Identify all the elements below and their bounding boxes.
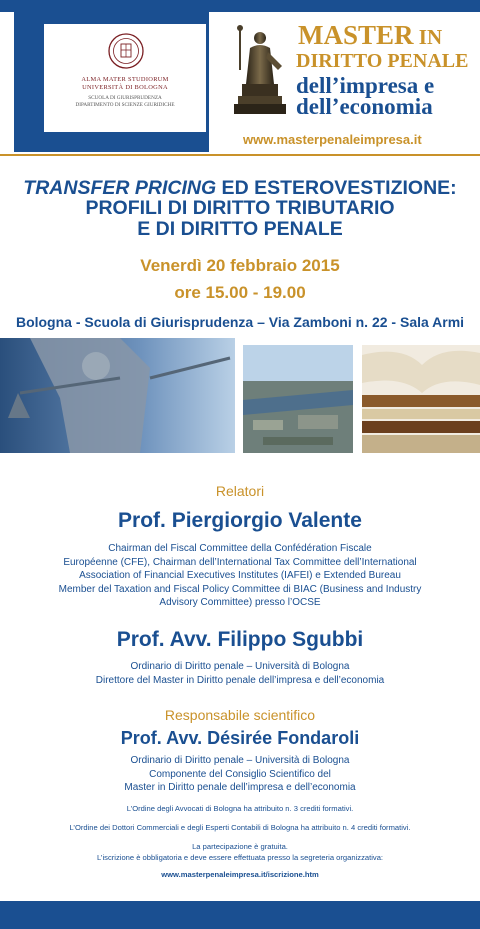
university-logo (44, 24, 206, 132)
justice-statue-icon (228, 22, 288, 118)
speakers-heading: Relatori (215, 483, 265, 499)
harbor-city-photo (243, 345, 353, 453)
event-date: Venerdì 20 febbraio 2015 (140, 256, 340, 275)
note-registration: L’iscrizione è obbligatoria e deve essere effettuata presso la segreteria organizzativa: (96, 853, 384, 862)
master-title-line1: MASTER IN (298, 20, 443, 50)
speaker-2-bio: Ordinario di Diritto penale – Università di Bologna Direttore del Master in Diritto penale dell’impresa e dell’economia (95, 661, 385, 686)
speaker-1-bio: Chairman del Fiscal Committee della Confédération Fiscale Européenne (CFE), Chairman dell’International Tax Committee dell’International Association of Financial Executives Institutes (IAFEI) e Extended Bureau Member del Taxation and Fiscal Policy Committee di BIAC (Business and Industry Advisory Committee) presso l’OCSE (58, 543, 422, 608)
note-accountants-credits: L’Ordine dei Dottori Commerciali e degli Esperti Contabili di Bologna ha attribuito n. 4 crediti formativi. (69, 823, 411, 832)
master-title-line2: DIRITTO PENALE (296, 50, 469, 72)
master-title-line4: dell’economia (296, 94, 433, 119)
university-name-line1: ALMA MATER STUDIORUM (81, 76, 169, 83)
scientific-head-heading: Responsabile scientifico (164, 707, 316, 723)
event-title-line2: PROFILI DI DIRITTO TRIBUTARIO (85, 197, 395, 219)
note-lawyers-credits: L’Ordine degli Avvocati di Bologna ha attribuito n. 3 crediti formativi. (126, 804, 354, 813)
university-name-line2: UNIVERSITÀ DI BOLOGNA (82, 84, 168, 91)
department-name: DIPARTIMENTO DI SCIENZE GIURIDICHE (75, 102, 175, 108)
speaker-3-bio: Ordinario di Diritto penale – Università di Bologna Componente del Consiglio Scientifico del Master in Diritto penale dell’impresa e dell’economia (124, 755, 356, 793)
justice-statue-photo (0, 338, 235, 453)
university-seal-icon (107, 32, 145, 70)
note-free-participation: La partecipazione è gratuita. (192, 842, 288, 851)
speaker-3-name: Prof. Avv. Désirée Fondaroli (120, 728, 360, 748)
university-logo-panel (14, 12, 209, 152)
books-photo (362, 345, 480, 453)
gold-divider (0, 154, 480, 156)
website-link[interactable]: www.masterpenaleimpresa.it (243, 132, 422, 147)
school-name: SCUOLA DI GIURISPRUDENZA (88, 95, 162, 101)
top-blue-bar (0, 0, 480, 12)
event-venue: Bologna - Scuola di Giurisprudenza – Via Zamboni n. 22 - Sala Armi (15, 314, 465, 330)
speaker-2-name: Prof. Avv. Filippo Sgubbi (116, 628, 364, 651)
event-title-line3: E DI DIRITTO PENALE (137, 218, 343, 240)
event-time: ore 15.00 - 19.00 (174, 283, 306, 302)
registration-link[interactable]: www.masterpenaleimpresa.it/iscrizione.htm (161, 870, 319, 879)
bottom-blue-bar (0, 901, 480, 929)
speaker-1-name: Prof. Piergiorgio Valente (118, 509, 362, 532)
master-title-line3: dell’impresa e (296, 73, 435, 98)
event-title-line1: TRANSFER PRICING ED ESTEROVESTIZIONE: (23, 177, 457, 199)
